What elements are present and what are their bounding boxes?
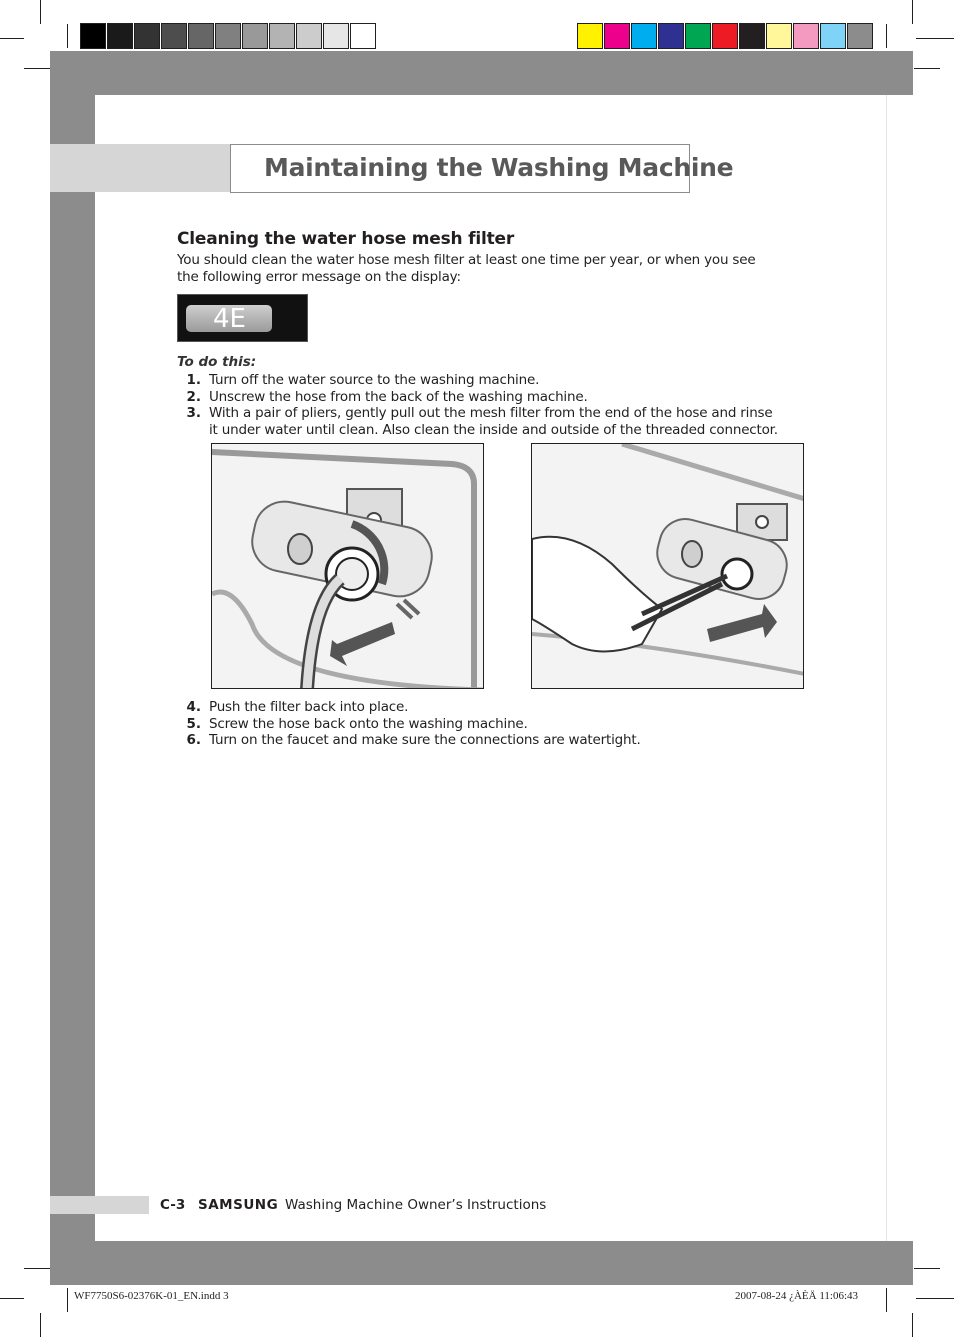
slug-filename: WF7750S6-02376K-01_EN.indd 3	[74, 1290, 229, 1302]
crop-mark	[67, 24, 68, 48]
crop-mark	[67, 1288, 68, 1312]
step-number: 2.	[186, 389, 201, 405]
step-number: 1.	[186, 372, 201, 388]
crop-mark	[0, 38, 24, 39]
crop-mark	[24, 68, 50, 69]
step-text: Turn on the faucet and make sure the connections are watertight.	[209, 732, 641, 748]
step-text: Screw the hose back onto the washing machine.	[209, 716, 528, 732]
step-text: Push the filter back into place.	[209, 699, 409, 715]
crop-mark	[24, 1268, 50, 1269]
illustration-unscrew-hose	[211, 443, 484, 689]
footer-band	[50, 1196, 149, 1214]
illustration-pliers-filter	[531, 443, 804, 689]
crop-mark	[916, 1298, 954, 1299]
step-number: 3.	[186, 405, 201, 421]
frame-left	[50, 95, 95, 1241]
section-heading: Cleaning the water hose mesh filter	[177, 229, 515, 249]
error-code: 4E	[213, 304, 246, 334]
frame-top	[50, 51, 913, 95]
slug-timestamp: 2007-08-24 ¿ÀÈÄ 11:06:43	[735, 1290, 859, 1302]
step-text: Unscrew the hose from the back of the washing machine.	[209, 389, 588, 405]
page-number: C-3	[160, 1197, 186, 1213]
crop-mark	[40, 0, 41, 24]
frame-bottom	[50, 1241, 913, 1285]
todo-label: To do this:	[177, 354, 257, 370]
document-title: Washing Machine Owner’s Instructions	[285, 1197, 547, 1213]
step-number: 4.	[186, 699, 201, 715]
crop-mark	[886, 1288, 887, 1312]
crop-mark	[40, 1313, 41, 1337]
crop-mark	[914, 68, 940, 69]
crop-mark	[912, 1313, 913, 1337]
brand-name: SAMSUNG	[198, 1197, 279, 1213]
page-title: Maintaining the Washing Machine	[264, 153, 734, 182]
crop-mark	[886, 24, 887, 48]
crop-mark	[916, 38, 954, 39]
crop-mark	[914, 1268, 940, 1269]
step-number: 6.	[186, 732, 201, 748]
step-text: With a pair of pliers, gently pull out the mesh filter from the end of the hose and rinse it under water until clean. Also clean the inside and outside of the threaded connector.	[209, 405, 778, 438]
step-text: Turn off the water source to the washing machine.	[209, 372, 540, 388]
crop-mark	[912, 0, 913, 24]
crop-mark	[0, 1298, 24, 1299]
frame-right-line	[886, 95, 887, 1241]
intro-paragraph: You should clean the water hose mesh filter at least one time per year, or when you see the following error message on the display:	[177, 252, 756, 285]
title-band	[50, 144, 230, 192]
step-number: 5.	[186, 716, 201, 732]
